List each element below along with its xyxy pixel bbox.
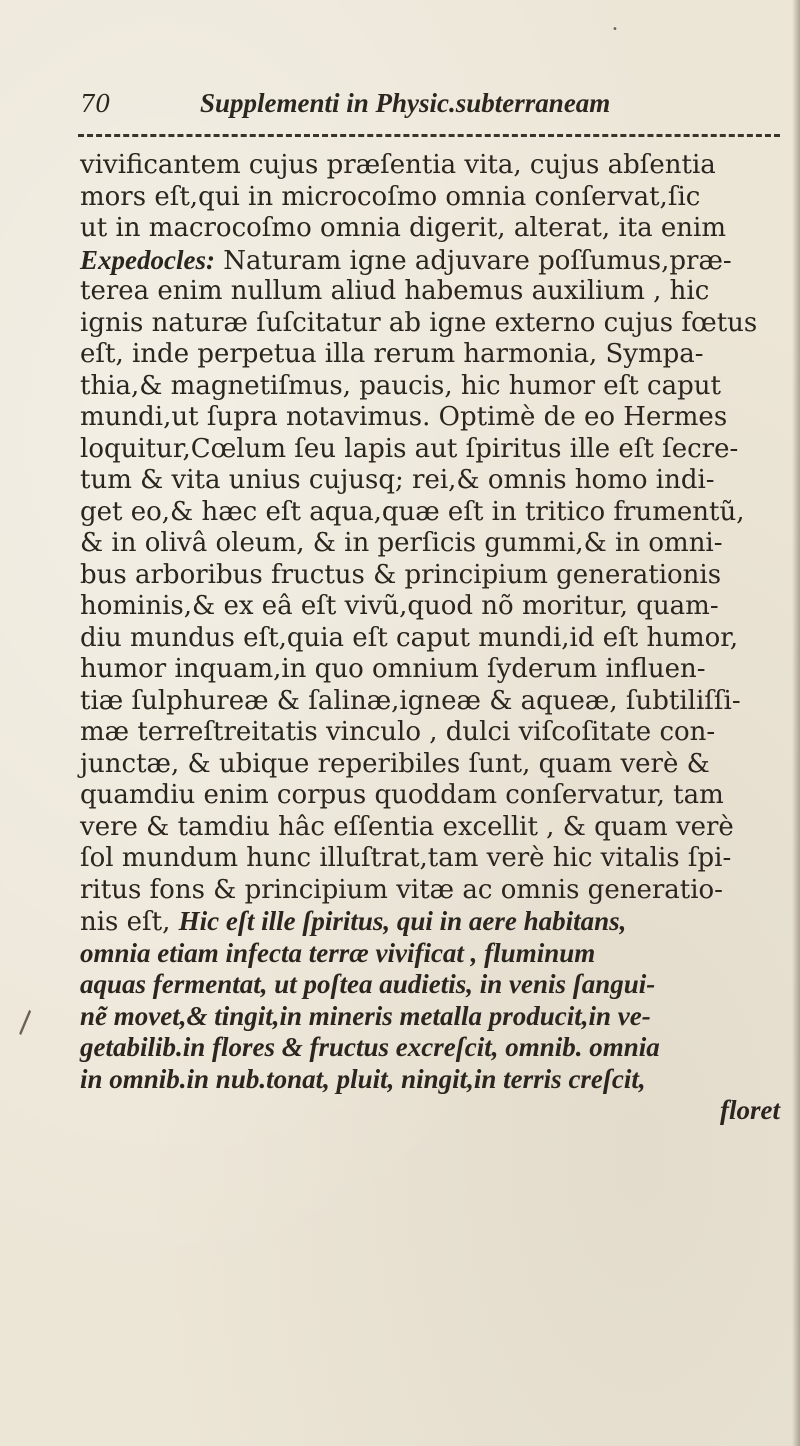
italic-text-line: nẽ movet,& tingit,in mineris metalla producit,in ve-: [80, 1000, 651, 1031]
text-line: [80, 245, 800, 277]
text-line: ut in macrocoſmo omnia digerit, alterat, ita enim: [80, 213, 727, 243]
text-line: ritus fons & principium vitæ ac omnis generatio-: [80, 874, 723, 905]
text-line: ignis naturæ ſuſcitatur ab igne externo cujus fœtus: [80, 307, 758, 338]
text-line: mors eſt,qui in microcoſmo omnia conſervat,ſic: [80, 181, 701, 212]
page-header: [80, 84, 720, 124]
text-line: tum & vita unius cujusq; rei,& omnis homo indi-: [80, 465, 715, 495]
text-line: humor inquam,in quo omnium ſyderum influen-: [80, 654, 706, 684]
text-line: bus arboribus fructus & principium generationis: [80, 559, 722, 590]
page-number: 70: [80, 90, 111, 118]
text-line: loquitur,Cœlum ſeu lapis aut ſpiritus ille eſt ſecre-: [80, 433, 739, 464]
text-line: hominis,& ex eâ eſt vivũ,quod nõ moritur, quam-: [80, 591, 719, 621]
running-head: Supplementi in Physic.subterraneam: [200, 88, 611, 118]
author-name: Expedocles:: [80, 244, 215, 275]
text-segment: Naturam igne adjuvare poſſumus,præ-: [214, 245, 732, 276]
text-line: terea enim nullum aliud habemus auxilium , hic: [80, 276, 710, 306]
paper-crease-mark: \: [9, 1005, 41, 1040]
text-segment: nis eſt,: [80, 907, 179, 937]
text-line: eſt, inde perpetua illa rerum harmonia, Sympa-: [80, 339, 704, 369]
text-line: quamdiu enim corpus quoddam conſervatur, tam: [80, 780, 724, 810]
text-line: vere & tamdiu hâc eſſentia excellit , & quam verè: [80, 811, 734, 842]
paper-speck: •: [612, 24, 618, 35]
text-line: get eo,& hæc eſt aqua,quæ eſt in tritico frumentũ,: [80, 496, 745, 527]
text-line: tiæ ſulphureæ & ſalinæ,igneæ & aqueæ, ſubtiliſſi-: [80, 685, 741, 716]
text-line: ſol mundum hunc illuſtrat,tam verè hic vitalis ſpi-: [80, 843, 732, 873]
text-line: mæ terreſtreitatis vinculo , dulci viſcoſitate con-: [80, 717, 716, 747]
catchword: floret: [720, 1095, 780, 1125]
italic-text-line: aquas fermentat, ut poſtea audietis, in venis ſangui-: [80, 969, 656, 999]
italic-quote-segment: Hic eſt ille ſpiritus, qui in aere habitans,: [178, 906, 627, 936]
body-text: [80, 150, 800, 1127]
italic-text-line: in omnib.in nub.tonat, pluit, ningit,in terris creſcit,: [80, 1063, 646, 1094]
text-line: junctæ, & ubique reperibiles ſunt, quam verè &: [80, 748, 710, 779]
text-line: [80, 906, 800, 938]
text-line: mundi,ut ſupra notavimus. Optimè de eo Hermes: [80, 402, 728, 432]
text-line: diu mundus eſt,quia eſt caput mundi,id eſt humor,: [80, 622, 739, 653]
italic-text-line: getabilib.in flores & fructus excreſcit, omnib. omnia: [80, 1032, 660, 1062]
header-rule: [78, 134, 780, 137]
italic-text-line: omnia etiam infecta terræ vivificat , fluminum: [80, 937, 596, 968]
text-line: & in olivâ oleum, & in perſicis gummi,& in omni-: [80, 528, 723, 558]
text-line: thia,& magnetiſmus, paucis, hic humor eſt caput: [80, 370, 721, 401]
text-line: vivificantem cujus præſentia vita, cujus abſentia: [80, 150, 716, 180]
